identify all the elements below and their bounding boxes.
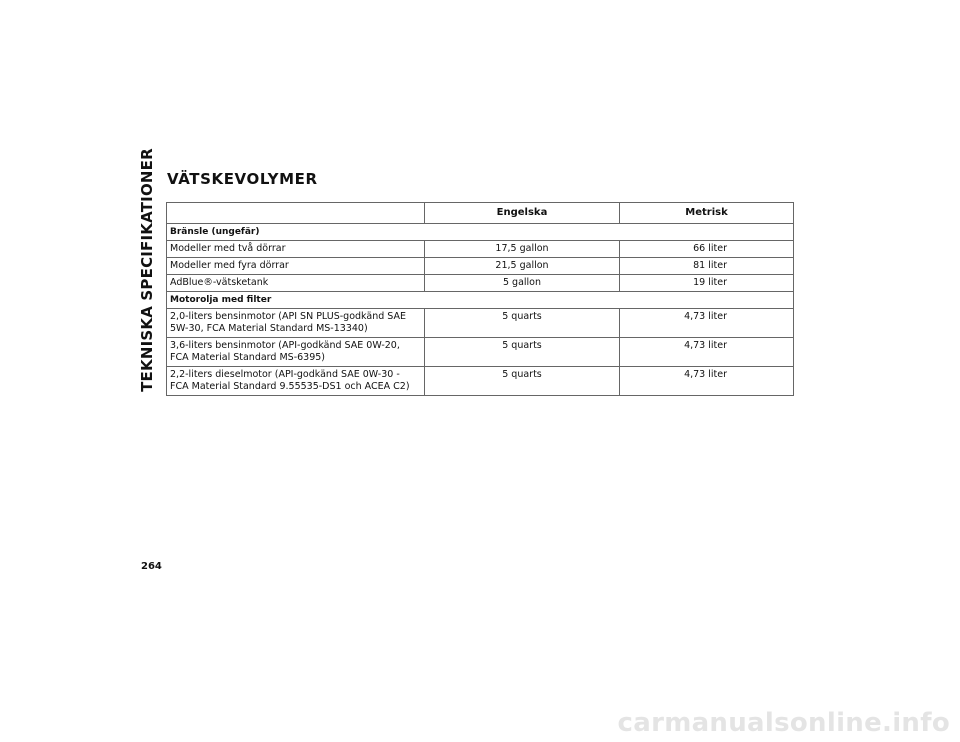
row-label: 2,2-liters dieselmotor (API-godkänd SAE 0W-30 - FCA Material Standard 9.55535-DS1 och ACEA C2) [167,367,425,396]
chapter-side-tab [134,150,160,390]
row-label: AdBlue®-vätsketank [167,275,425,292]
section-title: VÄTSKEVOLYMER [167,170,318,188]
row-metric-value: 66 liter [620,241,794,258]
chapter-side-tab-label: TEKNISKA SPECIFIKATIONER [138,148,156,392]
row-metric-value: 19 liter [620,275,794,292]
fluid-capacities-table [166,202,794,396]
table-row [167,309,794,338]
table-row [167,258,794,275]
row-english-value: 5 gallon [425,275,620,292]
table-header-row [167,203,794,224]
row-label: Modeller med fyra dörrar [167,258,425,275]
row-metric-value: 4,73 liter [620,367,794,396]
header-english-column: Engelska [425,203,620,224]
table-row [167,338,794,367]
group-title-fuel: Bränsle (ungefär) [167,224,794,241]
row-english-value: 17,5 gallon [425,241,620,258]
row-english-value: 5 quarts [425,338,620,367]
group-title-engine-oil: Motorolja med filter [167,292,794,309]
row-english-value: 21,5 gallon [425,258,620,275]
header-metric-column: Metrisk [620,203,794,224]
table-row [167,367,794,396]
table-row [167,275,794,292]
table-group-row [167,224,794,241]
table-row [167,241,794,258]
row-label: 2,0-liters bensinmotor (API SN PLUS-godkänd SAE 5W-30, FCA Material Standard MS-13340) [167,309,425,338]
row-label: Modeller med två dörrar [167,241,425,258]
row-label: 3,6-liters bensinmotor (API-godkänd SAE 0W-20, FCA Material Standard MS-6395) [167,338,425,367]
row-metric-value: 4,73 liter [620,309,794,338]
row-metric-value: 4,73 liter [620,338,794,367]
page-number: 264 [141,561,162,572]
row-english-value: 5 quarts [425,367,620,396]
watermark: carmanualsonline.info [617,708,950,738]
table-group-row [167,292,794,309]
header-label-column [167,203,425,224]
row-english-value: 5 quarts [425,309,620,338]
row-metric-value: 81 liter [620,258,794,275]
